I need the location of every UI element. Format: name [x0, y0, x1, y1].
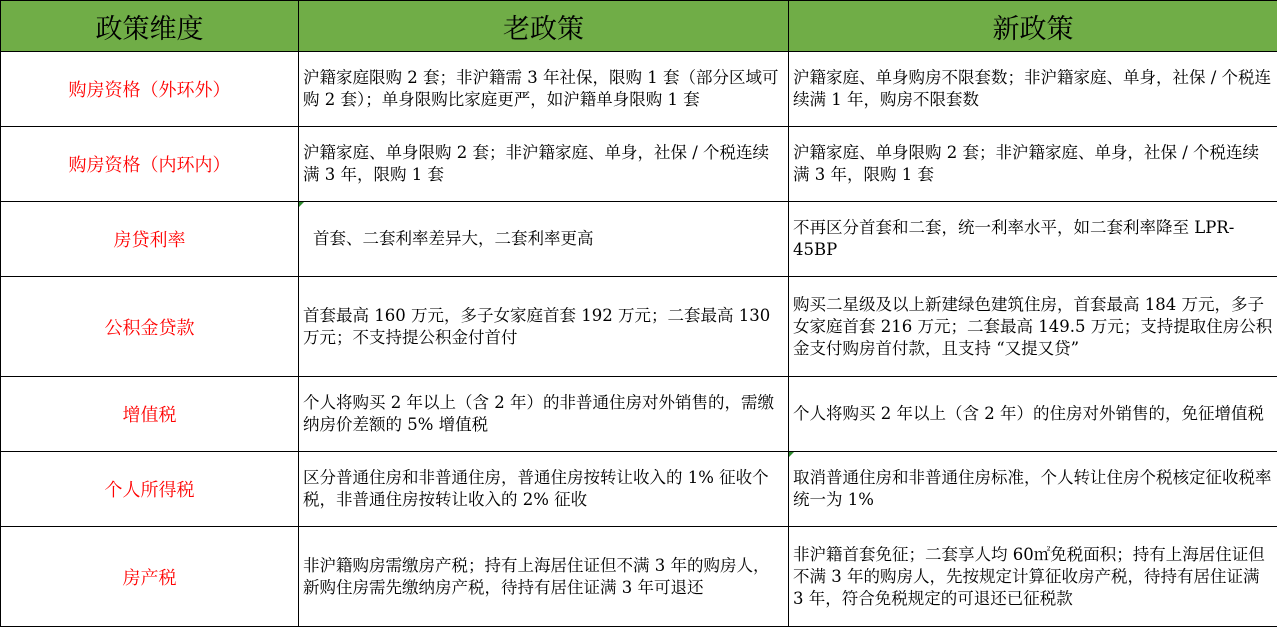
old-policy-cell: 首套最高 160 万元，多子女家庭首套 192 万元；二套最高 130 万元；不支持提公积金付首付	[299, 277, 789, 377]
new-policy-cell	[789, 452, 1277, 527]
new-policy-cell: 非沪籍首套免征；二套享人均 60㎡免税面积；持有上海居住证但不满 3 年的购房人，先按规定计算征收房产税，待持有居住证满 3 年，符合免税规定的可退还已征税款	[789, 527, 1277, 627]
table-row	[1, 202, 1277, 277]
new-policy-cell: 个人将购买 2 年以上（含 2 年）的住房对外销售的，免征增值税	[789, 377, 1277, 452]
old-policy-cell: 沪籍家庭限购 2 套；非沪籍需 3 年社保，限购 1 套（部分区域可购 2 套）；单身限购比家庭更严，如沪籍单身限购 1 套	[299, 52, 789, 127]
dimension-cell: 个人所得税	[1, 452, 299, 527]
new-policy-cell: 不再区分首套和二套，统一利率水平，如二套利率降至 LPR-45BP	[789, 202, 1277, 277]
new-policy-cell: 购买二星级及以上新建绿色建筑住房，首套最高 184 万元，多子女家庭首套 216 万元；二套最高 149.5 万元；支持提取住房公积金支付购房首付款，且支持 “又提又贷”	[789, 277, 1277, 377]
old-policy-cell: 区分普通住房和非普通住房，普通住房按转让收入的 1% 征收个税，非普通住房按转让收入的 2% 征收	[299, 452, 789, 527]
dimension-cell: 房贷利率	[1, 202, 299, 277]
cell-marker	[789, 452, 794, 457]
header-dimension: 政策维度	[1, 1, 299, 52]
old-policy-cell: 非沪籍购房需缴房产税；持有上海居住证但不满 3 年的购房人，新购住房需先缴纳房产税，待持有居住证满 3 年可退还	[299, 527, 789, 627]
dimension-cell: 公积金贷款	[1, 277, 299, 377]
old-policy-cell: 个人将购买 2 年以上（含 2 年）的非普通住房对外销售的，需缴纳房价差额的 5% 增值税	[299, 377, 789, 452]
table-row	[1, 127, 1277, 202]
table-row	[1, 377, 1277, 452]
dimension-cell: 购房资格（外环外）	[1, 52, 299, 127]
new-policy-text: 取消普通住房和非普通住房标准，个人转让住房个税核定征收税率统一为 1%	[793, 468, 1272, 509]
old-policy-text: 首套、二套利率差异大，二套利率更高	[313, 229, 594, 248]
table-row	[1, 452, 1277, 527]
new-policy-cell: 沪籍家庭、单身购房不限套数；非沪籍家庭、单身，社保 / 个税连续满 1 年，购房不限套数	[789, 52, 1277, 127]
header-old-policy: 老政策	[299, 1, 789, 52]
old-policy-cell: 沪籍家庭、单身限购 2 套；非沪籍家庭、单身，社保 / 个税连续满 3 年，限购 1 套	[299, 127, 789, 202]
new-policy-cell: 沪籍家庭、单身限购 2 套；非沪籍家庭、单身，社保 / 个税连续满 3 年，限购 1 套	[789, 127, 1277, 202]
header-new-policy: 新政策	[789, 1, 1277, 52]
cell-marker	[299, 202, 304, 207]
table-row	[1, 277, 1277, 377]
dimension-cell: 房产税	[1, 527, 299, 627]
header-row	[1, 1, 1277, 52]
old-policy-cell	[299, 202, 789, 277]
dimension-cell: 增值税	[1, 377, 299, 452]
table-row	[1, 52, 1277, 127]
dimension-cell: 购房资格（内环内）	[1, 127, 299, 202]
table-row	[1, 527, 1277, 627]
